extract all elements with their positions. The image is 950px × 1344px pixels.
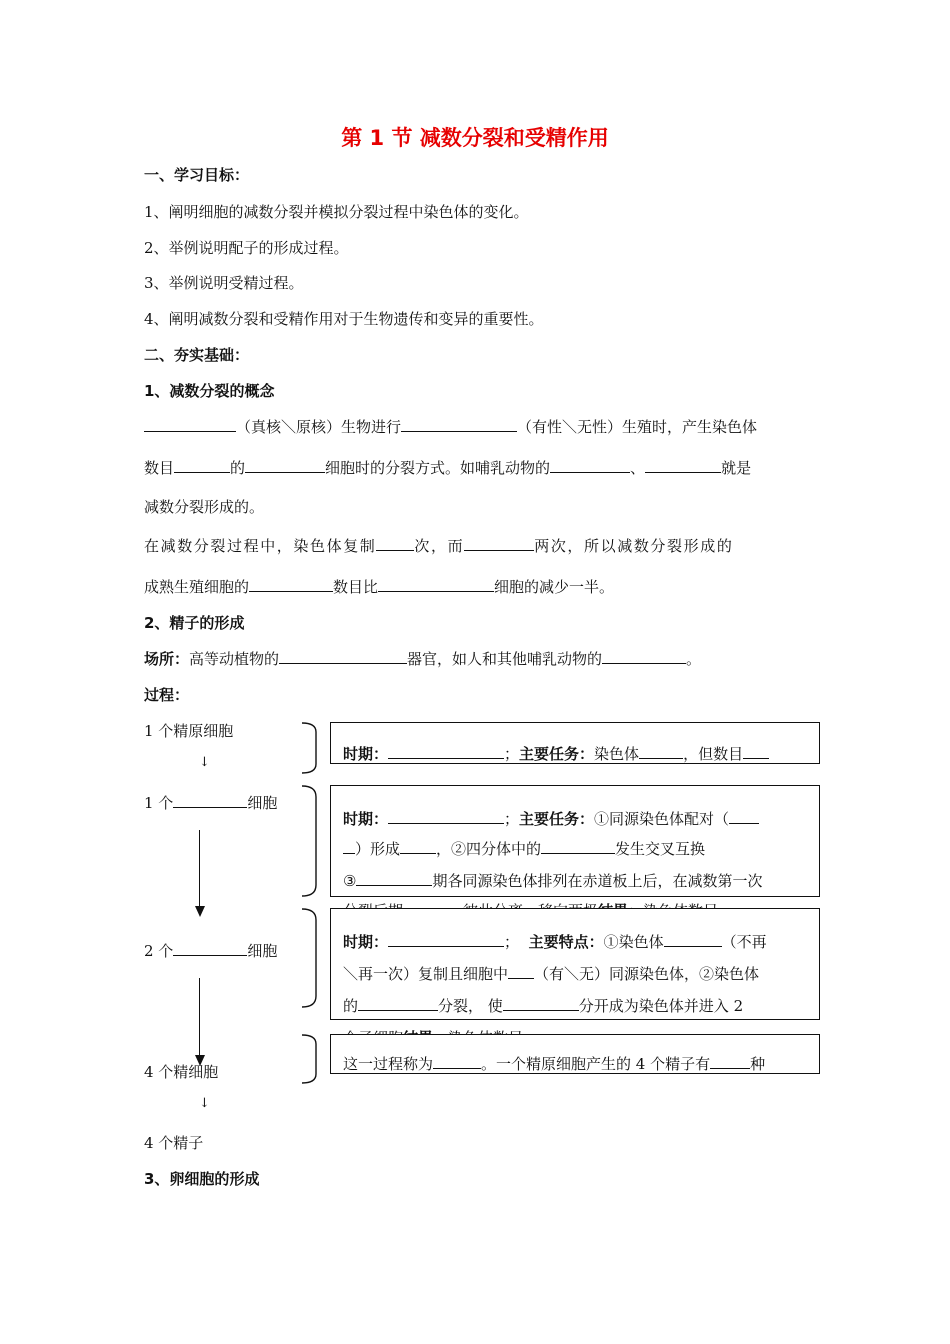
blank[interactable] bbox=[245, 458, 325, 473]
brace-icon bbox=[300, 1034, 320, 1084]
blank[interactable] bbox=[144, 417, 236, 432]
text: （有性＼无性）生殖时，产生染色体 bbox=[517, 418, 758, 436]
blank[interactable] bbox=[550, 458, 630, 473]
text: 主要特点： bbox=[528, 933, 604, 951]
concept-line-3: 减数分裂形成的。 bbox=[144, 498, 265, 516]
arrow-line bbox=[199, 830, 200, 908]
process-label: 过程： bbox=[144, 686, 190, 704]
goal-item-4: 4、阐明减数分裂和受精作用对于生物遗传和变异的重要性。 bbox=[144, 310, 544, 328]
blank[interactable] bbox=[173, 941, 247, 956]
page-title: 第 1 节 减数分裂和受精作用 bbox=[341, 126, 609, 150]
text: 就是 bbox=[721, 459, 752, 477]
text: （真核＼原核）生物进行 bbox=[236, 418, 402, 436]
text: 染色体 bbox=[594, 745, 640, 763]
blank[interactable] bbox=[279, 649, 407, 664]
arrow-down-icon: ↓ bbox=[199, 1096, 210, 1111]
text: 。 bbox=[686, 650, 702, 668]
concept-line-4 bbox=[144, 535, 733, 556]
blank[interactable] bbox=[174, 458, 230, 473]
text: ）形成 bbox=[355, 840, 401, 858]
text: ，但数目 bbox=[683, 745, 744, 763]
concept-line-2 bbox=[144, 457, 751, 478]
stage-box-4 bbox=[330, 1034, 820, 1074]
blank[interactable] bbox=[664, 932, 722, 947]
blank[interactable] bbox=[358, 996, 438, 1011]
text: （不再 bbox=[721, 933, 767, 951]
blank[interactable] bbox=[388, 809, 504, 824]
text: 细胞 bbox=[247, 942, 278, 960]
text: ，②四分体中的 bbox=[436, 840, 542, 858]
text: 次，而 bbox=[414, 537, 465, 555]
text: ； bbox=[504, 745, 520, 763]
blank[interactable] bbox=[464, 536, 534, 551]
brace-icon bbox=[300, 722, 320, 774]
text: 发生交叉互换 bbox=[615, 840, 706, 858]
text: 在减数分裂过程中，染色体复制 bbox=[144, 537, 377, 555]
blank[interactable] bbox=[710, 1054, 750, 1069]
text: 种 bbox=[750, 1055, 766, 1073]
blank[interactable] bbox=[388, 744, 504, 759]
text: 期各同源染色体排列在赤道板上后，在减数第一次 bbox=[432, 872, 763, 890]
blank[interactable] bbox=[729, 809, 759, 824]
arrow-down-icon: ↓ bbox=[199, 755, 210, 770]
text: 器官，如人和其他哺乳动物的 bbox=[407, 650, 603, 668]
text: 主要任务： bbox=[519, 745, 595, 763]
text: 数目比 bbox=[333, 578, 379, 596]
text: 这一过程称为 bbox=[343, 1055, 434, 1073]
blank[interactable] bbox=[743, 744, 769, 759]
blank[interactable] bbox=[503, 996, 579, 1011]
text: 细胞时的分裂方式。如哺乳动物的 bbox=[325, 459, 551, 477]
blank[interactable] bbox=[639, 744, 683, 759]
place-line bbox=[144, 648, 701, 669]
text: 分裂， 使 bbox=[438, 997, 503, 1015]
blank[interactable] bbox=[401, 417, 517, 432]
text: 细胞的减少一半。 bbox=[494, 578, 615, 596]
brace-icon bbox=[300, 908, 320, 1008]
text: 时期： bbox=[343, 810, 389, 828]
flow-step-1: 1 个精原细胞 bbox=[144, 722, 234, 740]
goal-item-3: 3、举例说明受精过程。 bbox=[144, 274, 304, 292]
text: ； bbox=[504, 810, 520, 828]
egg-heading: 3、卵细胞的形成 bbox=[144, 1170, 260, 1188]
text: 两次，所以减数分裂形成的 bbox=[534, 537, 734, 555]
stage-box-3 bbox=[330, 908, 820, 1020]
section-heading-goals: 一、学习目标： bbox=[144, 166, 250, 184]
sperm-heading: 2、精子的形成 bbox=[144, 614, 245, 632]
text: （有＼无）同源染色体，②染色体 bbox=[534, 965, 760, 983]
blank[interactable] bbox=[378, 577, 494, 592]
blank[interactable] bbox=[249, 577, 333, 592]
text: ＼再一次）复制且细胞中 bbox=[343, 965, 509, 983]
brace-icon bbox=[300, 785, 320, 897]
blank[interactable] bbox=[645, 458, 721, 473]
text: 成熟生殖细胞的 bbox=[144, 578, 250, 596]
goal-item-2: 2、举例说明配子的形成过程。 bbox=[144, 239, 349, 257]
text: 高等动植物的 bbox=[189, 650, 280, 668]
flow-step-3 bbox=[144, 940, 277, 961]
blank[interactable] bbox=[376, 536, 414, 551]
stage-box-2 bbox=[330, 785, 820, 897]
text: ①同源染色体配对（ bbox=[594, 810, 730, 828]
flow-step-4: 4 个精细胞 bbox=[144, 1063, 219, 1081]
blank[interactable] bbox=[388, 932, 504, 947]
text: 数目 bbox=[144, 459, 175, 477]
blank[interactable] bbox=[343, 839, 355, 854]
text: 主要任务： bbox=[519, 810, 595, 828]
text: 时期： bbox=[343, 933, 389, 951]
text: 的 bbox=[230, 459, 246, 477]
section-heading-basics: 二、夯实基础： bbox=[144, 346, 250, 364]
text: 1 个 bbox=[144, 794, 174, 812]
text: 分开成为染色体并进入 2 bbox=[578, 997, 744, 1015]
blank[interactable] bbox=[602, 649, 686, 664]
blank[interactable] bbox=[508, 964, 534, 979]
text: ； bbox=[504, 933, 520, 951]
flow-step-5: 4 个精子 bbox=[144, 1134, 204, 1152]
text: ③ bbox=[343, 872, 357, 890]
goal-item-1: 1、阐明细胞的减数分裂并模拟分裂过程中染色体的变化。 bbox=[144, 203, 529, 221]
text: 2 个 bbox=[144, 942, 174, 960]
place-label: 场所： bbox=[144, 650, 190, 668]
text: 、 bbox=[630, 459, 646, 477]
arrow-line bbox=[199, 978, 200, 1058]
stage-box-1 bbox=[330, 722, 820, 764]
arrow-down-icon bbox=[195, 906, 205, 917]
flow-step-2 bbox=[144, 792, 277, 813]
text: 的 bbox=[343, 997, 359, 1015]
concept-line-5 bbox=[144, 576, 614, 597]
text: 。一个精原细胞产生的 4 个精子有 bbox=[481, 1055, 711, 1073]
blank[interactable] bbox=[541, 839, 615, 854]
text: 细胞 bbox=[247, 794, 278, 812]
blank[interactable] bbox=[356, 871, 432, 886]
text: ①染色体 bbox=[603, 933, 664, 951]
blank[interactable] bbox=[400, 839, 436, 854]
text: 时期： bbox=[343, 745, 389, 763]
blank[interactable] bbox=[173, 793, 247, 808]
concept-line-1 bbox=[144, 416, 757, 437]
concept-heading: 1、减数分裂的概念 bbox=[144, 382, 275, 400]
blank[interactable] bbox=[433, 1054, 481, 1069]
